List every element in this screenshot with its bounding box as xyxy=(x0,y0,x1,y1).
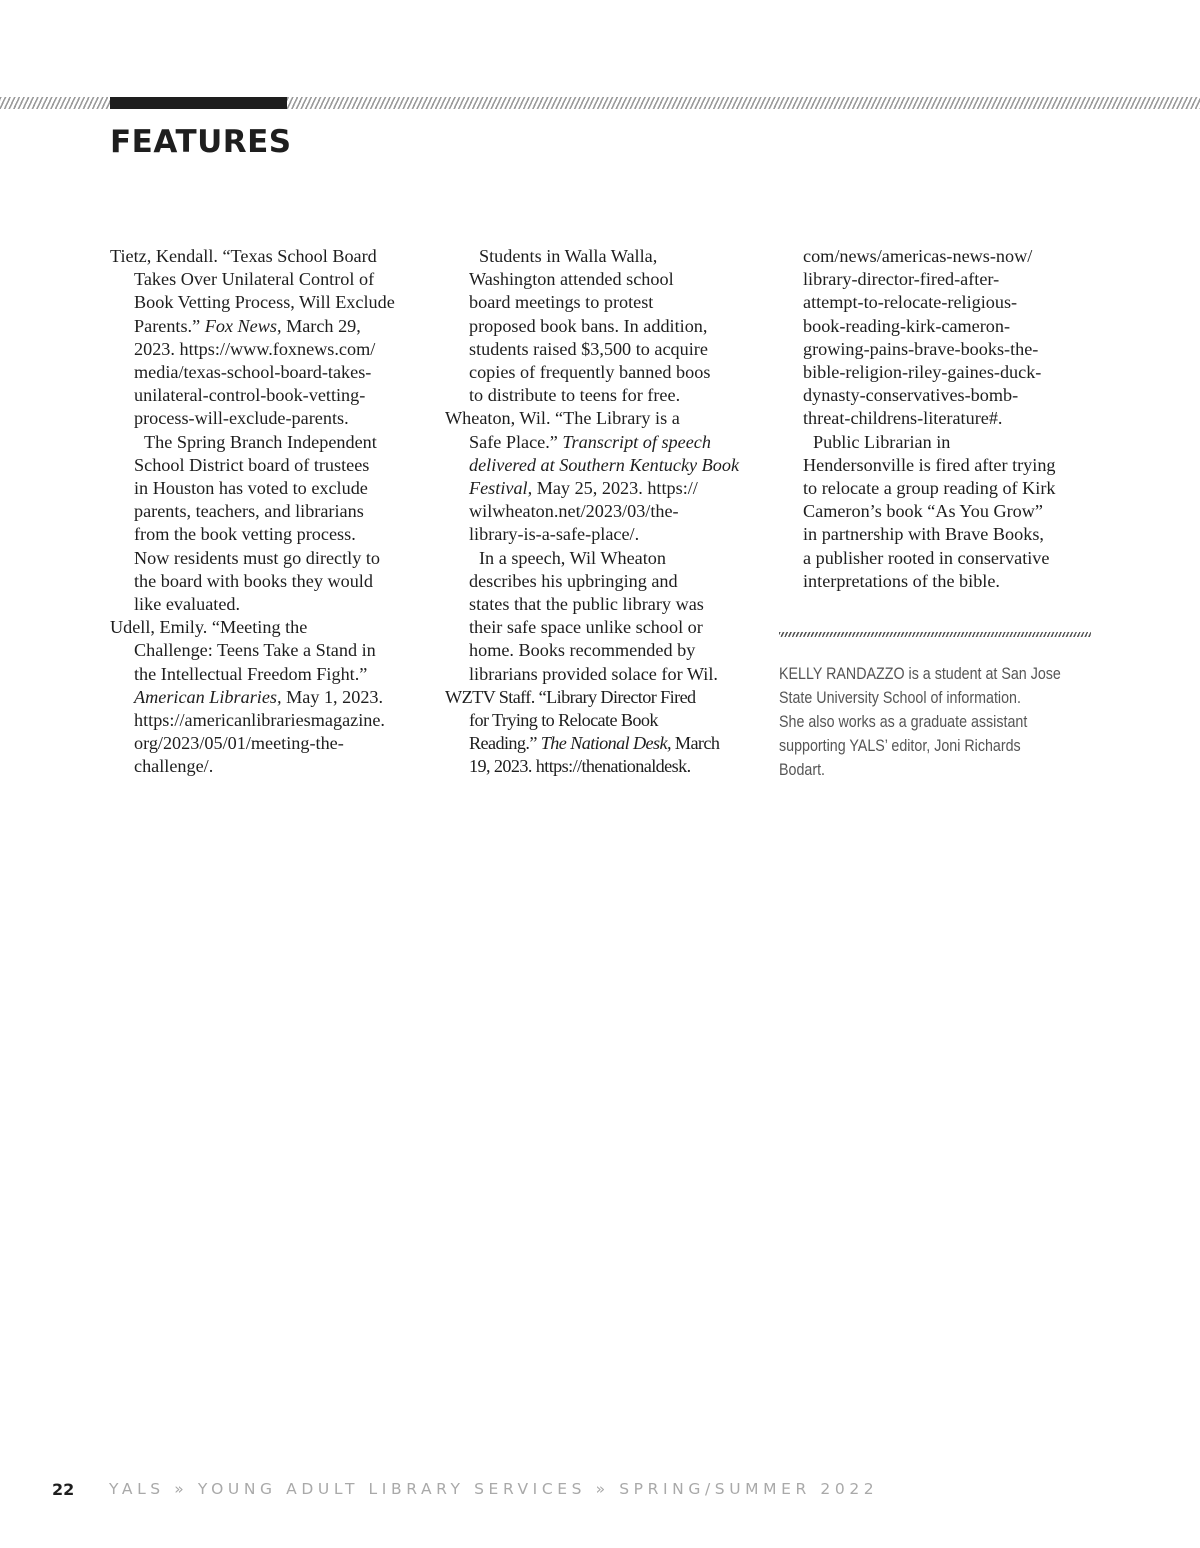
text-line: describes his upbringing and xyxy=(469,570,678,591)
citation-url: challenge/. xyxy=(134,756,214,777)
text-line: home. Books recommended by xyxy=(469,640,696,661)
citation-url: growing-pains-brave-books-the- xyxy=(803,338,1039,359)
citation-wheaton xyxy=(445,407,765,546)
text-line xyxy=(110,315,430,338)
bio-line: supporting YALS’ editor, Joni Richards xyxy=(779,736,1021,755)
author-bio xyxy=(779,662,1076,782)
citation-url: wilwheaton.net/2023/03/the- xyxy=(469,501,679,522)
text-line: their safe space unlike school or xyxy=(469,617,703,638)
text-line: librarians provided solace for Wil. xyxy=(469,663,718,684)
column-2 xyxy=(445,245,765,779)
text-line: the board with books they would xyxy=(134,570,373,591)
summary-wheaton xyxy=(445,547,765,686)
publication-name: The National Desk, xyxy=(540,733,671,754)
text-fragment: May 1, 2023. xyxy=(281,686,384,707)
text-line: Book Vetting Process, Will Exclude xyxy=(134,292,395,313)
text-line: interpretations of the bible. xyxy=(803,570,1000,591)
text-line: like evaluated. xyxy=(134,594,241,615)
column-3 xyxy=(779,245,1099,593)
bio-line: KELLY RANDAZZO is a student at San Jose xyxy=(779,664,1061,683)
citation-url: media/texas-school-board-takes- xyxy=(134,362,372,383)
text-line: The Spring Branch Independent xyxy=(144,431,377,452)
text-line: for Trying to Relocate Book xyxy=(469,710,658,731)
text-line: copies of frequently banned boos xyxy=(469,362,711,383)
citation-tietz xyxy=(110,245,430,431)
text-line: a publisher rooted in conservative xyxy=(803,547,1050,568)
text-line xyxy=(445,732,765,755)
text-line: In a speech, Wil Wheaton xyxy=(479,547,666,568)
text-line: Students in Walla Walla, xyxy=(479,246,658,266)
text-fragment: March xyxy=(670,733,720,754)
publication-name: Fox News xyxy=(204,315,277,336)
publication-name: delivered at Southern Kentucky Book xyxy=(469,454,740,475)
bio-divider xyxy=(779,632,1091,637)
text-line xyxy=(110,686,430,709)
text-line: in partnership with Brave Books, xyxy=(803,524,1044,545)
citation-url: https://americanlibrariesmagazine. xyxy=(134,710,385,731)
citation-wztv xyxy=(445,686,765,779)
text-line: to distribute to teens for free. xyxy=(469,385,681,406)
text-line: Public Librarian in xyxy=(813,431,951,452)
header-accent-bar xyxy=(110,97,287,109)
page-number: 22 xyxy=(52,1480,75,1499)
citation-udell xyxy=(110,616,430,778)
summary-tietz xyxy=(110,431,430,617)
text-line: parents, teachers, and librarians xyxy=(134,501,364,522)
citation-url: 2023. https://www.foxnews.com/ xyxy=(134,338,376,359)
section-title: FEATURES xyxy=(110,124,292,160)
text-fragment: Parents.” xyxy=(134,315,205,336)
citation-url: 19, 2023. https://thenationaldesk. xyxy=(469,756,691,777)
text-line: the Intellectual Freedom Fight.” xyxy=(134,663,368,684)
citation-url: bible-religion-riley-gaines-duck- xyxy=(803,362,1042,383)
text-line xyxy=(445,454,765,477)
text-line: Challenge: Teens Take a Stand in xyxy=(134,640,376,661)
bio-line: Bodart. xyxy=(779,760,826,779)
text-line: Washington attended school xyxy=(469,269,674,290)
text-line: students raised $3,500 to acquire xyxy=(469,338,708,359)
column-1 xyxy=(110,245,430,779)
text-line: from the book vetting process. xyxy=(134,524,356,545)
text-fragment: Reading.” xyxy=(469,733,541,754)
publication-name: Festival, xyxy=(469,478,533,499)
citation-url: org/2023/05/01/meeting-the- xyxy=(134,733,344,754)
text-fragment: May 25, 2023. https:// xyxy=(532,478,698,499)
text-line: Wheaton, Wil. “The Library is a xyxy=(445,408,680,429)
text-line: board meetings to protest xyxy=(469,292,654,313)
text-line xyxy=(445,431,765,454)
text-line xyxy=(445,477,765,500)
citation-url: library-is-a-safe-place/. xyxy=(469,524,640,545)
citation-url: com/news/americas-news-now/ xyxy=(803,246,1033,266)
text-line: to relocate a group reading of Kirk xyxy=(803,478,1056,499)
text-fragment: , March 29, xyxy=(276,315,361,336)
citation-url: book-reading-kirk-cameron- xyxy=(803,315,1011,336)
summary-wztv xyxy=(779,431,1099,593)
text-line: Udell, Emily. “Meeting the xyxy=(110,617,308,638)
bio-line: State University School of information. xyxy=(779,688,1021,707)
citation-url: attempt-to-relocate-religious- xyxy=(803,292,1018,313)
text-line: Hendersonville is fired after trying xyxy=(803,454,1056,475)
text-line: Now residents must go directly to xyxy=(134,547,381,568)
publication-name: Transcript of speech xyxy=(562,431,711,452)
summary-udell xyxy=(445,245,765,407)
text-line: Takes Over Unilateral Control of xyxy=(134,269,375,290)
bio-line: She also works as a graduate assistant xyxy=(779,712,1028,731)
citation-url: unilateral-control-book-vetting- xyxy=(134,385,366,406)
citation-url: dynasty-conservatives-bomb- xyxy=(803,385,1019,406)
text-line: proposed book bans. In addition, xyxy=(469,315,708,336)
citation-url: library-director-fired-after- xyxy=(803,269,1000,290)
text-line: states that the public library was xyxy=(469,594,704,615)
running-title: YALS » YOUNG ADULT LIBRARY SERVICES » SPRING/SUMMER 2022 xyxy=(109,1480,879,1498)
citation-url: process-will-exclude-parents. xyxy=(134,408,349,429)
citation-url: threat-childrens-literature#. xyxy=(803,408,1003,429)
citation-wztv-continued xyxy=(779,245,1099,431)
text-line: School District board of trustees xyxy=(134,454,370,475)
text-line: Cameron’s book “As You Grow” xyxy=(803,501,1043,522)
text-fragment: Safe Place.” xyxy=(469,431,563,452)
text-line: in Houston has voted to exclude xyxy=(134,478,368,499)
text-line: WZTV Staff. “Library Director Fired xyxy=(445,686,696,707)
text-line: Tietz, Kendall. “Texas School Board xyxy=(110,246,377,266)
publication-name: American Libraries, xyxy=(134,686,282,707)
